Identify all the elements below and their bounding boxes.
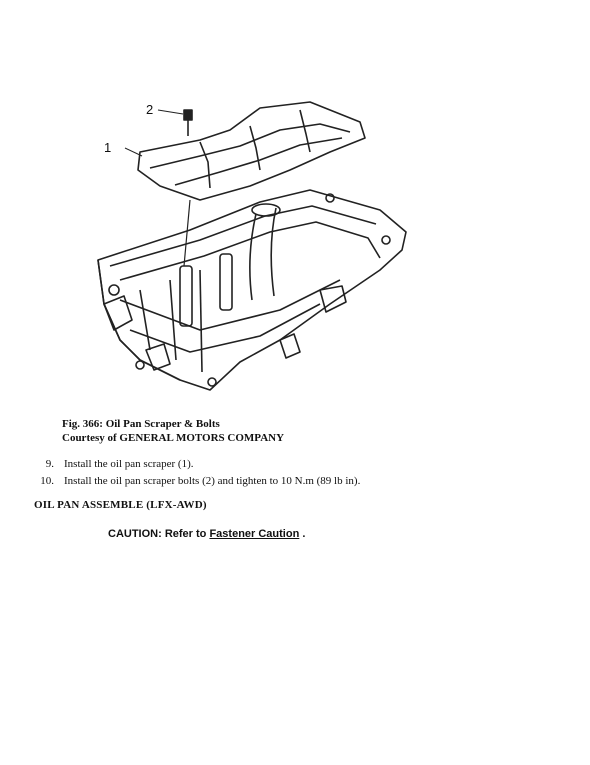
step-item: [28, 456, 360, 473]
procedure-steps: [28, 456, 360, 490]
caution-suffix: .: [302, 528, 306, 540]
step-text: Install the oil pan scraper bolts (2) and tighten to 10 N.m (89 lb in).: [64, 475, 361, 487]
caution-note: [108, 528, 305, 540]
callout-2-label: 2: [146, 102, 154, 117]
section-heading: OIL PAN ASSEMBLE (LFX-AWD): [34, 499, 207, 511]
figure-courtesy: Courtesy of GENERAL MOTORS COMPANY: [62, 432, 285, 444]
callout-1-label: 1: [104, 140, 112, 155]
oil-pan-drawing: [80, 90, 420, 410]
step-text: Install the oil pan scraper (1).: [64, 458, 194, 470]
step-number: 9.: [45, 458, 54, 470]
fastener-caution-link[interactable]: Fastener Caution: [209, 528, 300, 540]
step-item: [28, 473, 360, 490]
oil-pan-figure: [80, 90, 420, 410]
figure-caption: [62, 417, 284, 445]
figure-title: Fig. 366: Oil Pan Scraper & Bolts: [62, 418, 220, 430]
step-number: 10.: [40, 475, 54, 487]
caution-prefix: CAUTION: Refer to: [108, 528, 207, 540]
